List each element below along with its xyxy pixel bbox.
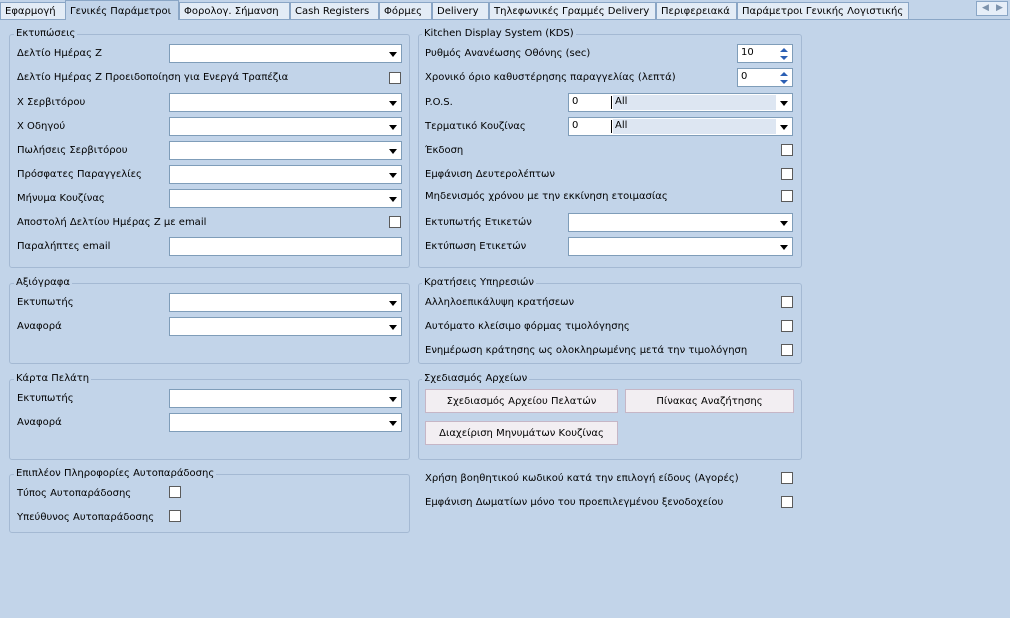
x-waiter-select[interactable] — [169, 93, 402, 112]
chevron-down-icon[interactable] — [777, 239, 791, 254]
chevron-left-icon[interactable]: ◀ — [982, 3, 989, 13]
tab-delivery-phone-lines[interactable]: Τηλεφωνικές Γραμμές Delivery — [489, 2, 656, 19]
caret — [611, 120, 612, 133]
takeaway-type-checkbox[interactable] — [169, 486, 181, 498]
tab-peripherals[interactable]: Περιφερειακά — [656, 2, 737, 19]
kds-terminal-select[interactable] — [568, 117, 793, 136]
kds-reset-time-checkbox[interactable] — [781, 190, 793, 202]
customer-card-printer-label: Εκτυπωτής — [17, 393, 74, 404]
kds-delay-stepper[interactable] — [737, 68, 793, 87]
arrow-up-icon[interactable] — [777, 70, 791, 78]
kds-version-checkbox[interactable] — [781, 144, 793, 156]
kds-pos-select[interactable] — [568, 93, 793, 112]
chevron-down-icon[interactable] — [386, 319, 400, 334]
chevron-down-icon[interactable] — [386, 143, 400, 158]
kds-show-seconds-checkbox[interactable] — [781, 168, 793, 180]
prints-group-title: Εκτυπώσεις — [16, 28, 76, 39]
tab-general-ledger-parameters[interactable]: Παράμετροι Γενικής Λογιστικής — [737, 2, 909, 19]
kds-pos-code: 0 — [572, 96, 579, 107]
tab-application[interactable]: Εφαρμογή — [0, 2, 67, 19]
kds-delay-label: Χρονικό όριο καθυστέρησης παραγγελίας (λεπτά) — [425, 72, 676, 83]
vouchers-printer-label: Εκτυπωτής — [17, 297, 74, 308]
chevron-right-icon[interactable]: ▶ — [996, 3, 1003, 13]
takeaway-type-label: Τύπος Αυτοπαράδοσης — [17, 488, 132, 499]
customer-file-design-button[interactable]: Σχεδιασμός Αρχείου Πελατών — [425, 389, 618, 413]
recent-orders-select[interactable] — [169, 165, 402, 184]
chevron-down-icon[interactable] — [386, 167, 400, 182]
rooms-default-hotel-checkbox[interactable] — [781, 496, 793, 508]
z-warning-checkbox[interactable] — [389, 72, 401, 84]
takeaway-responsible-label: Υπεύθυνος Αυτοπαράδοσης — [17, 512, 155, 523]
takeaway-responsible-checkbox[interactable] — [169, 510, 181, 522]
kds-group-title: Kitchen Display System (KDS) — [424, 28, 574, 39]
kds-refresh-label: Ρυθμός Ανανέωσης Οθόνης (sec) — [425, 48, 591, 59]
tab-forms[interactable]: Φόρμες — [379, 2, 432, 19]
x-driver-select[interactable] — [169, 117, 402, 136]
chevron-down-icon[interactable] — [386, 119, 400, 134]
kds-pos-value: All — [615, 96, 628, 107]
kds-show-seconds-label: Εμφάνιση Δευτερολέπτων — [425, 169, 555, 180]
kds-label-print-select[interactable] — [568, 237, 793, 256]
tab-general-parameters[interactable]: Γενικές Παράμετροι — [65, 0, 179, 20]
chevron-down-icon[interactable] — [386, 295, 400, 310]
caret — [611, 96, 612, 109]
tab-cash-registers[interactable]: Cash Registers — [290, 2, 379, 19]
z-warning-label: Δελτίο Ημέρας Ζ Προειδοποίηση για Ενεργά Τραπέζια — [17, 72, 289, 83]
arrow-down-icon[interactable] — [777, 54, 791, 62]
lookup-table-button[interactable]: Πίνακας Αναζήτησης — [625, 389, 794, 413]
reservations-overlap-checkbox[interactable] — [781, 296, 793, 308]
arrow-down-icon[interactable] — [777, 78, 791, 86]
tab-scroll-buttons — [976, 1, 1008, 16]
waiter-sales-select[interactable] — [169, 141, 402, 160]
rooms-default-hotel-label: Εμφάνιση Δωματίων μόνο του προεπιλεγμένου ξενοδοχείου — [425, 497, 724, 508]
vouchers-report-select[interactable] — [169, 317, 402, 336]
vouchers-printer-select[interactable] — [169, 293, 402, 312]
chevron-down-icon[interactable] — [386, 95, 400, 110]
kitchen-messages-button[interactable]: Διαχείριση Μηνυμάτων Κουζίνας — [425, 421, 618, 445]
kds-label-printer-select[interactable] — [568, 213, 793, 232]
x-waiter-label: Χ Σερβιτόρου — [17, 97, 86, 108]
send-z-email-label: Αποστολή Δελτίου Ημέρας Ζ με email — [17, 217, 207, 228]
chevron-down-icon[interactable] — [777, 95, 791, 110]
kds-terminal-code: 0 — [572, 120, 579, 131]
selection-highlight — [613, 119, 776, 134]
kds-version-label: Έκδοση — [425, 145, 464, 156]
chevron-down-icon[interactable] — [386, 191, 400, 206]
kds-delay-value: 0 — [741, 71, 748, 82]
kds-refresh-value: 10 — [741, 47, 754, 58]
kds-reset-time-label: Μηδενισμός χρόνου με την εκκίνηση ετοιμασίας — [425, 191, 668, 202]
kds-pos-label: P.O.S. — [425, 97, 453, 108]
email-recipients-label: Παραλήπτες email — [17, 241, 111, 252]
reservations-auto-close-checkbox[interactable] — [781, 320, 793, 332]
email-recipients-input[interactable] — [169, 237, 402, 256]
kds-label-printer-label: Εκτυπωτής Ετικετών — [425, 217, 532, 228]
takeaway-group — [9, 474, 410, 533]
customer-card-report-select[interactable] — [169, 413, 402, 432]
selection-highlight — [613, 95, 776, 110]
tab-delivery[interactable]: Delivery — [432, 2, 489, 19]
file-design-group-title: Σχεδιασμός Αρχείων — [424, 373, 528, 384]
tab-fiscal-marking[interactable]: Φορολογ. Σήμανση — [179, 2, 290, 19]
chevron-down-icon[interactable] — [777, 119, 791, 134]
kds-terminal-label: Τερματικό Κουζίνας — [425, 121, 526, 132]
waiter-sales-label: Πωλήσεις Σερβιτόρου — [17, 145, 128, 156]
reservations-group-title: Κρατήσεις Υπηρεσιών — [424, 277, 534, 288]
kds-terminal-value: All — [615, 120, 628, 131]
chevron-down-icon[interactable] — [386, 415, 400, 430]
z-report-label: Δελτίο Ημέρας Ζ — [17, 48, 102, 59]
reservations-update-done-checkbox[interactable] — [781, 344, 793, 356]
aux-code-label: Χρήση βοηθητικού κωδικού κατά την επιλογή είδους (Αγορές) — [425, 473, 739, 484]
vouchers-report-label: Αναφορά — [17, 321, 62, 332]
reservations-auto-close-label: Αυτόματο κλείσιμο φόρμας τιμολόγησης — [425, 321, 630, 332]
send-z-email-checkbox[interactable] — [389, 216, 401, 228]
takeaway-group-title: Επιπλέον Πληροφορίες Αυτοπαράδοσης — [16, 468, 215, 479]
arrow-up-icon[interactable] — [777, 46, 791, 54]
customer-card-printer-select[interactable] — [169, 389, 402, 408]
customer-card-group-title: Κάρτα Πελάτη — [16, 373, 90, 384]
z-report-select[interactable] — [169, 44, 402, 63]
reservations-update-done-label: Ενημέρωση κράτησης ως ολοκληρωμένης μετά την τιμολόγηση — [425, 345, 748, 356]
chevron-down-icon[interactable] — [777, 215, 791, 230]
chevron-down-icon[interactable] — [386, 46, 400, 61]
reservations-overlap-label: Αλληλοεπικάλυψη κρατήσεων — [425, 297, 575, 308]
kds-label-print-label: Εκτύπωση Ετικετών — [425, 241, 527, 252]
kitchen-message-select[interactable] — [169, 189, 402, 208]
kitchen-message-label: Μήνυμα Κουζίνας — [17, 193, 105, 204]
vouchers-group-title: Αξιόγραφα — [16, 277, 70, 288]
customer-card-report-label: Αναφορά — [17, 417, 62, 428]
aux-code-checkbox[interactable] — [781, 472, 793, 484]
kds-refresh-stepper[interactable] — [737, 44, 793, 63]
tab-bar — [0, 0, 1010, 20]
chevron-down-icon[interactable] — [386, 391, 400, 406]
recent-orders-label: Πρόσφατες Παραγγελίες — [17, 169, 142, 180]
x-driver-label: Χ Οδηγού — [17, 121, 66, 132]
